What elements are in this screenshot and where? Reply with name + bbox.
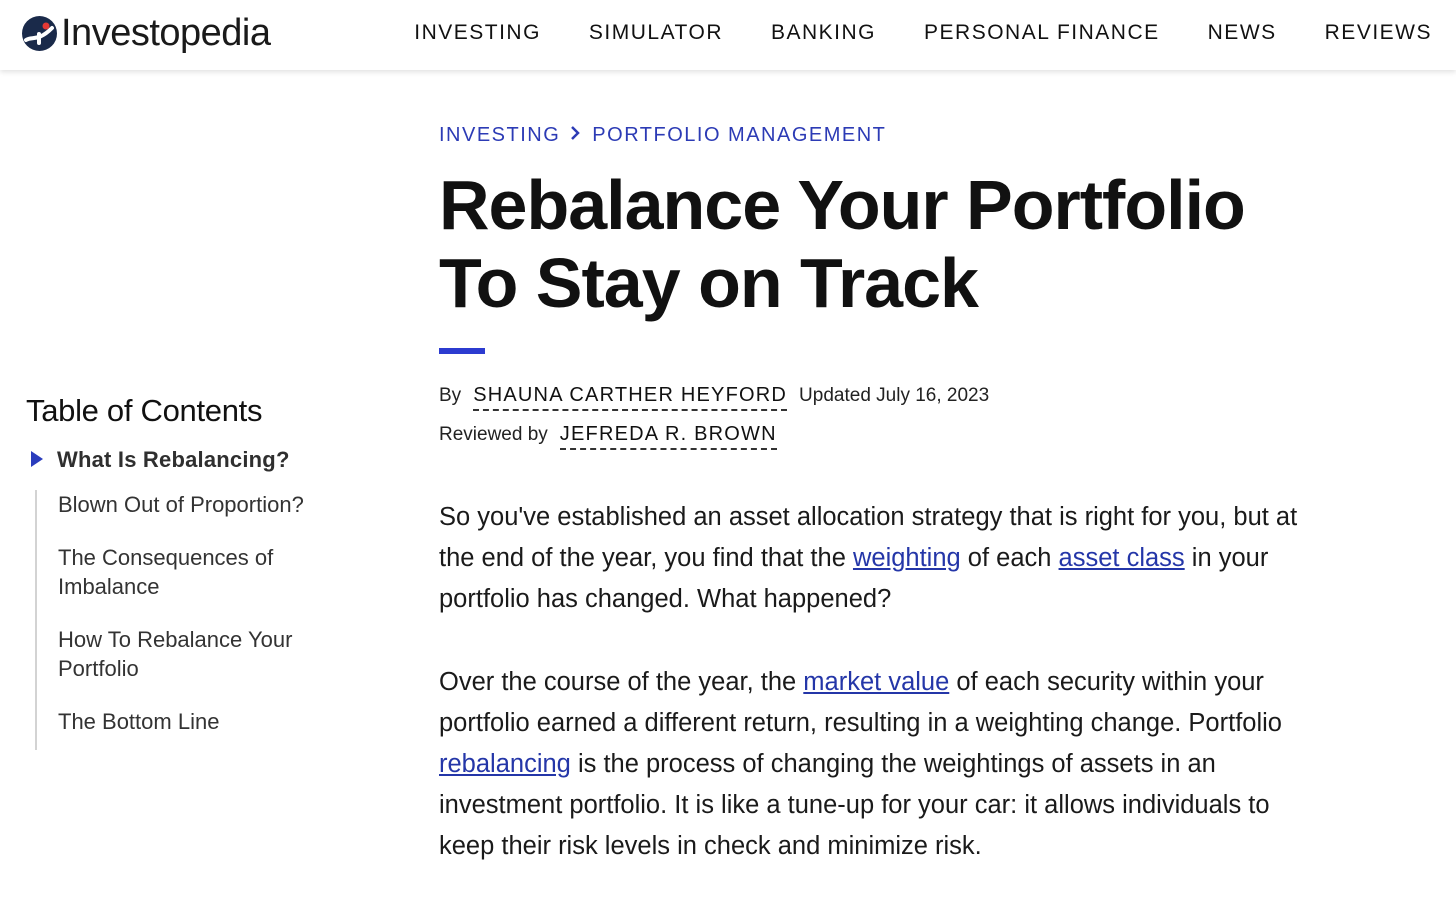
- updated-date: Updated July 16, 2023: [799, 385, 990, 406]
- nav-reviews[interactable]: REVIEWS: [1324, 21, 1432, 44]
- toc-item-how-to-rebalance[interactable]: How To Rebalance Your Portfolio: [58, 627, 293, 681]
- page-title: Rebalance Your Portfolio To Stay on Track: [439, 166, 1245, 322]
- byline: [439, 384, 1319, 411]
- link-rebalancing[interactable]: rebalancing: [439, 750, 571, 778]
- breadcrumb: [439, 120, 1319, 150]
- link-weighting[interactable]: weighting: [852, 544, 961, 572]
- logo-text: Investopedia: [61, 11, 271, 54]
- by-label: By: [439, 385, 462, 406]
- nav-investing[interactable]: INVESTING: [414, 21, 541, 44]
- breadcrumb-portfolio-management[interactable]: PORTFOLIO MANAGEMENT: [592, 123, 887, 146]
- author-link[interactable]: SHAUNA CARTHER HEYFORD: [473, 384, 787, 411]
- paragraph-text: of each security within your portfolio earned a different return, resulting in a weighting change. Portfolio: [439, 668, 1282, 737]
- investopedia-logo[interactable]: [22, 10, 271, 56]
- reviewed-by-label: Reviewed by: [439, 424, 548, 445]
- nav-personal-finance[interactable]: PERSONAL FINANCE: [924, 21, 1160, 44]
- investopedia-logo-icon: [22, 16, 57, 51]
- toc-title: Table of Contents: [26, 393, 263, 428]
- nav-simulator[interactable]: SIMULATOR: [588, 21, 723, 44]
- breadcrumb-investing[interactable]: INVESTING: [439, 123, 561, 146]
- triangle-right-icon: [31, 451, 43, 467]
- table-of-contents: [26, 393, 346, 750]
- toc-item-consequences[interactable]: The Consequences of Imbalance: [58, 545, 274, 599]
- nav-banking[interactable]: BANKING: [771, 21, 877, 44]
- paragraph-text: in your portfolio has changed. What happened?: [439, 544, 1269, 613]
- paragraph-text: Over the course of the year, the: [439, 668, 804, 696]
- paragraph-text: is the process of changing the weightings of assets in an investment portfolio. It is like a tune-up for your car: it allows individuals to keep their risk levels in check and minimize risk.: [439, 750, 1270, 860]
- toc-active-item[interactable]: [26, 445, 346, 475]
- chevron-right-icon: [570, 125, 580, 146]
- main-nav: [366, 0, 1432, 66]
- toc-item-bottom-line[interactable]: The Bottom Line: [58, 709, 220, 734]
- article: [439, 120, 1319, 867]
- toc-item-blown-out[interactable]: Blown Out of Proportion?: [58, 492, 304, 517]
- reviewer-line: [439, 423, 1319, 450]
- toc-list: [35, 490, 346, 750]
- paragraph-text: of each: [960, 544, 1059, 572]
- link-asset-class[interactable]: asset class: [1058, 544, 1185, 572]
- site-header: [0, 0, 1456, 70]
- paragraph-intro: [439, 497, 1319, 620]
- paragraph-text: So you've established an asset allocation strategy that is right for you, but at the end of the year, you find that the: [439, 503, 1298, 572]
- nav-news[interactable]: NEWS: [1207, 21, 1277, 44]
- reviewer-link[interactable]: JEFREDA R. BROWN: [560, 423, 777, 450]
- title-accent-bar: [439, 348, 485, 354]
- toc-item-what-is-rebalancing[interactable]: What Is Rebalancing?: [57, 447, 290, 472]
- paragraph-explanation: [439, 662, 1319, 867]
- link-market-value[interactable]: market value: [803, 668, 950, 696]
